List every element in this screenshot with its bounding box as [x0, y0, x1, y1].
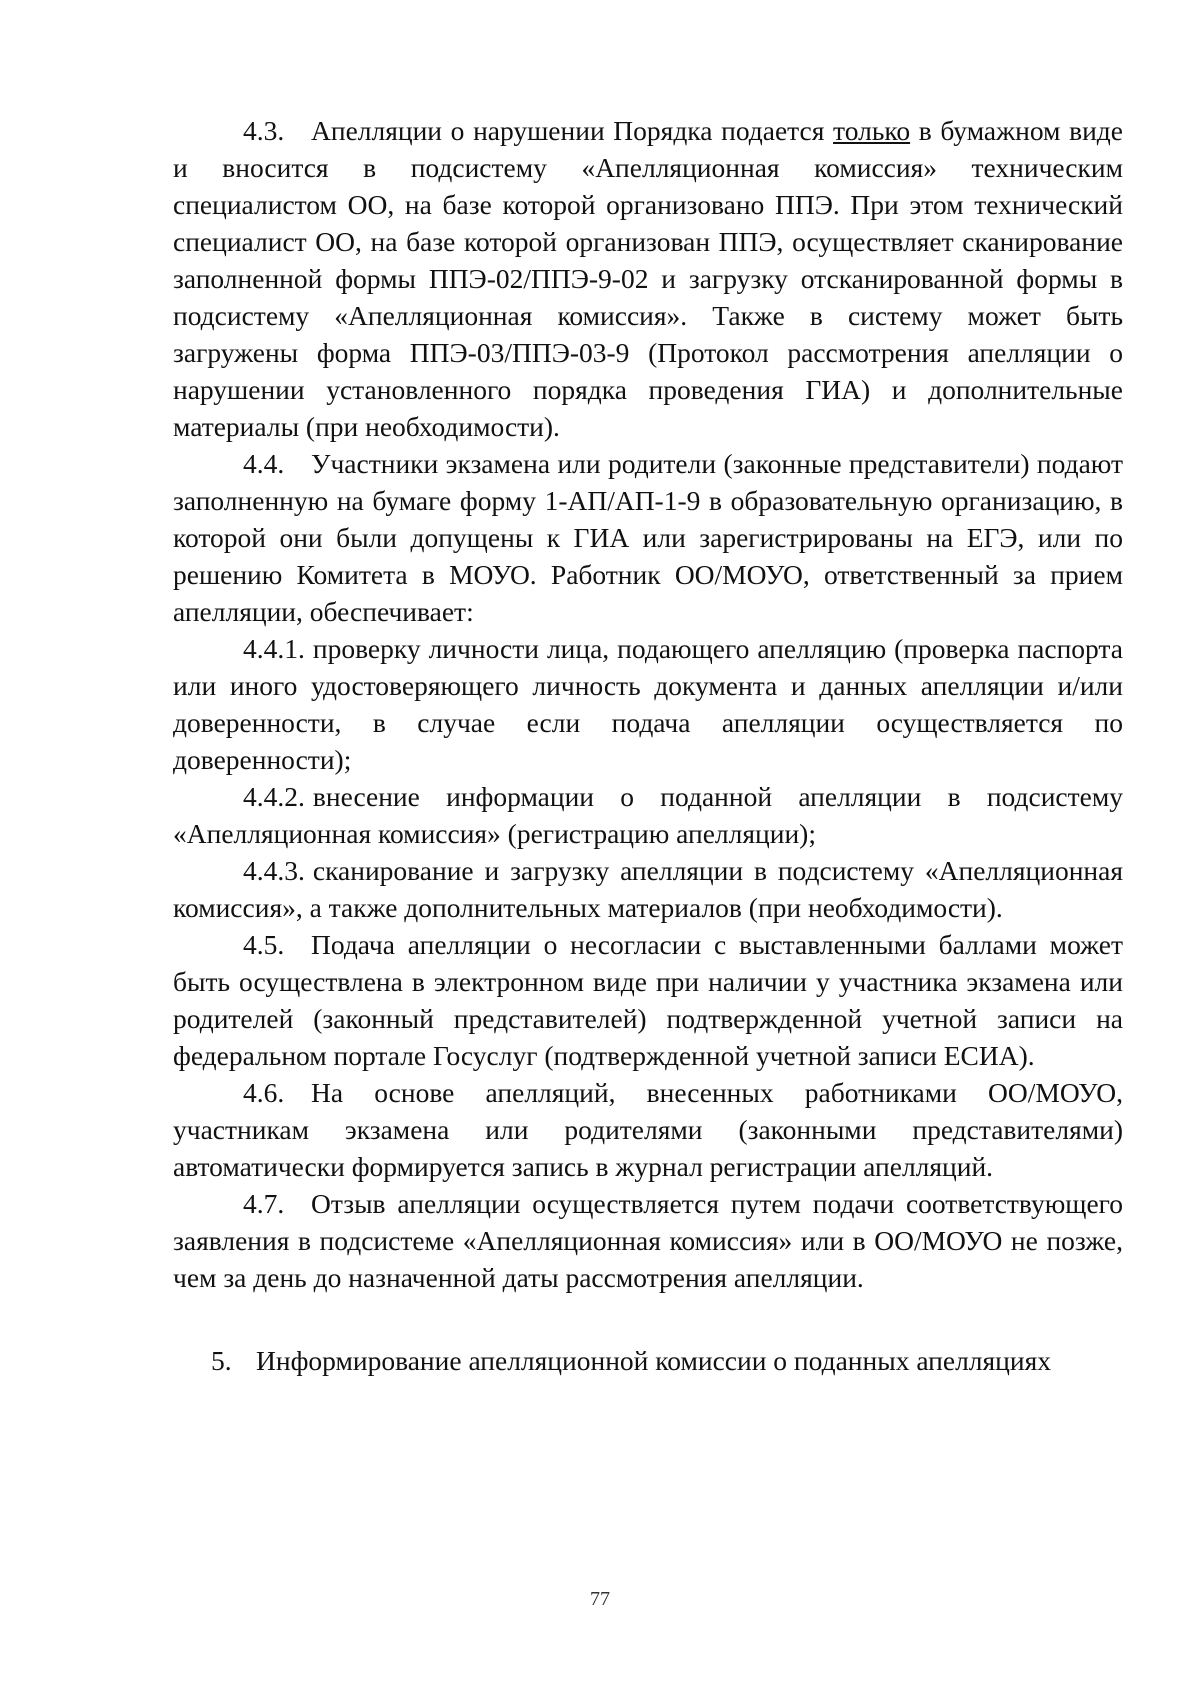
underlined-word: только — [833, 115, 911, 146]
paragraph-4-7 — [173, 1185, 1123, 1296]
paragraph-text: Участники экзамена или родители (законные представители) подают заполненную на бумаге форму 1-АП/АП-1-9 в образовательную организацию, в которой они были допущены к ГИА или зарегистрированы на ЕГЭ, или по решению Комитета в МОУО. Работник ОО/МОУО, ответственный за прием апелляции, обеспечивает: — [173, 448, 1123, 627]
paragraph-text: Апелляции о нарушении Порядка подается — [311, 115, 834, 146]
paragraph-4-5 — [173, 926, 1123, 1074]
paragraph-4-3 — [173, 112, 1123, 445]
paragraph-text: Отзыв апелляции осуществляется путем подачи соответствующего заявления в подсистеме «Апелляционная комиссия» или в ОО/МОУО не позже, чем за день до назначенной даты рассмотрения апелляции. — [173, 1188, 1123, 1293]
paragraph-text: проверку личности лица, подающего апелляцию (проверка паспорта или иного удостоверяющего личность документа и данных апелляции и/или доверенности, в случае если подача апелляции осуществляется по доверенности); — [173, 633, 1123, 775]
paragraph-4-6 — [173, 1074, 1123, 1185]
paragraph-number: 4.4.3. — [243, 855, 305, 886]
section-heading-5 — [173, 1342, 1123, 1379]
paragraph-4-4-2 — [173, 778, 1123, 852]
section-number: 5. — [211, 1345, 232, 1376]
paragraph-4-4-1 — [173, 630, 1123, 778]
document-page — [173, 112, 1123, 1379]
paragraph-text: На основе апелляций, внесенных работниками ОО/МОУО, участникам экзамена или родителями (законными представителями) автоматически формируется запись в журнал регистрации апелляций. — [173, 1077, 1123, 1182]
paragraph-text-continued: в бумажном виде и вносится в подсистему «Апелляционная комиссия» техническим специалистом ОО, на базе которой организовано ППЭ. При этом технический специалист ОО, на базе которой организован ППЭ, осуществляет сканирование заполненной формы ППЭ-02/ППЭ-9-02 и загрузку отсканированной формы в подсистему «Апелляционная комиссия». Также в систему может быть загружены форма ППЭ-03/ППЭ-03-9 (Протокол рассмотрения апелляции о нарушении установленного порядка проведения ГИА) и дополнительные материалы (при необходимости). — [173, 115, 1123, 442]
section-title: Информирование апелляционной комиссии о поданных апелляциях — [256, 1345, 1052, 1376]
paragraph-number: 4.3. — [243, 115, 285, 146]
paragraph-number: 4.4.2. — [243, 781, 305, 812]
paragraph-number: 4.4. — [243, 448, 285, 479]
paragraph-number: 4.5. — [243, 929, 285, 960]
paragraph-number: 4.4.1. — [243, 633, 305, 664]
paragraph-4-4-3 — [173, 852, 1123, 926]
paragraph-text: сканирование и загрузку апелляции в подсистему «Апелляционная комиссия», а также дополнительных материалов (при необходимости). — [173, 855, 1123, 923]
page-number: 77 — [590, 1588, 610, 1610]
paragraph-text: внесение информации о поданной апелляции в подсистему «Апелляционная комиссия» (регистрацию апелляции); — [173, 781, 1123, 849]
paragraph-text: Подача апелляции о несогласии с выставленными баллами может быть осуществлена в электронном виде при наличии у участника экзамена или родителей (законный представителей) подтвержденной учетной записи на федеральном портале Госуслуг (подтвержденной учетной записи ЕСИА). — [173, 929, 1123, 1071]
paragraph-number: 4.6. — [243, 1077, 285, 1108]
paragraph-4-4 — [173, 445, 1123, 630]
paragraph-number: 4.7. — [243, 1188, 285, 1219]
